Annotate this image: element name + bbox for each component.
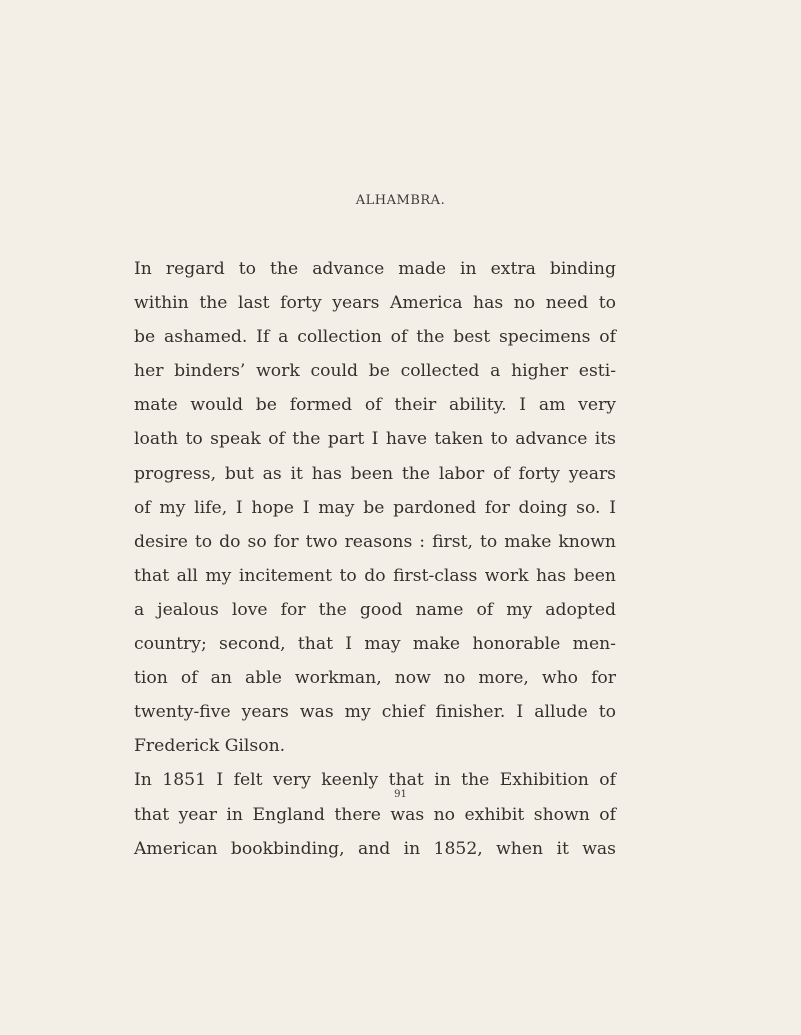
body-text (134, 252, 616, 866)
text-line: In 1851 I felt very keenly that in the Exhibition of (134, 770, 616, 791)
page-number: 91 (394, 789, 407, 800)
text-line: be ashamed. If a collection of the best specimens of (134, 327, 616, 348)
running-head: ALHAMBRA. (355, 193, 446, 208)
text-line: within the last forty years America has no need to (134, 293, 616, 314)
text-line: country; second, that I may make honorable men- (134, 634, 616, 655)
text-line: tion of an able workman, now no more, who for (134, 668, 616, 689)
text-line: desire to do so for two reasons : first, to make known (134, 531, 616, 552)
text-line: In regard to the advance made in extra binding (134, 259, 616, 279)
text-line: that all my incitement to do first-class work has been (134, 565, 616, 586)
text-line: of my life, I hope I may be pardoned for doing so. I (134, 497, 616, 518)
text-line: American bookbinding, and in 1852, when it was (134, 838, 616, 859)
text-line: her binders’ work could be collected a higher esti- (134, 361, 616, 382)
text-line: progress, but as it has been the labor of forty years (134, 463, 616, 484)
text-line: twenty-five years was my chief finisher. I allude to (134, 702, 616, 723)
text-line: mate would be formed of their ability. I am very (134, 395, 616, 416)
text-line: that year in England there was no exhibit shown of (134, 804, 616, 825)
text-line: loath to speak of the part I have taken to advance its (134, 429, 616, 450)
text-line: a jealous love for the good name of my adopted (134, 599, 616, 620)
text-line: Frederick Gilson. (134, 736, 286, 757)
